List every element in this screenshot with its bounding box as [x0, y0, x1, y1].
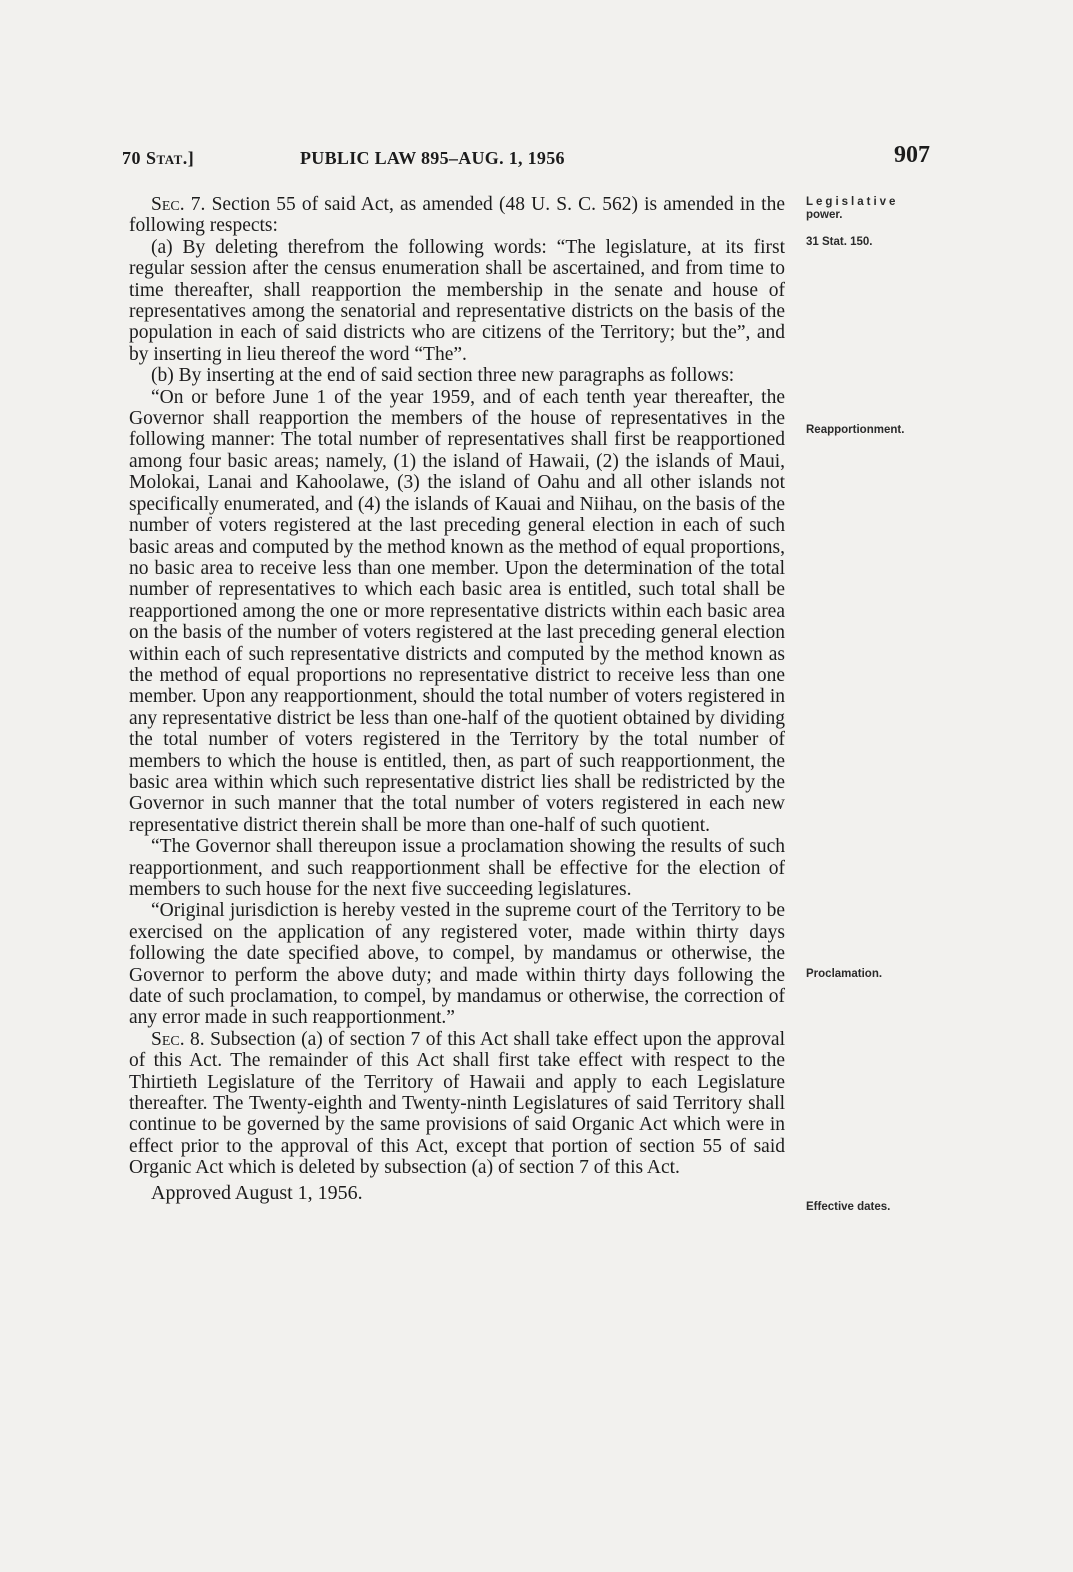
section-7-text: Section 55 of said Act, as amended (48 U. S. C. 562) is amended in the following respects:: [129, 194, 785, 237]
paragraph-b: (b) By inserting at the end of said section three new paragraphs as follows:: [151, 365, 735, 387]
margin-note-legislative-power: [806, 196, 936, 222]
page-number: 907: [894, 142, 930, 168]
paragraph-a: (a) By deleting therefrom the following words: “The legislature, at its first regular session after the census enumeration shall be ascertained, and from time to time thereafter, shall reapportion the membership in the senate and house of representatives among the senatorial and representative districts on the basis of the population in each of said districts who are citizens of the Territory; but the”, and by inserting in lieu thereof the word “The”.: [129, 236, 785, 365]
running-title: PUBLIC LAW 895–AUG. 1, 1956: [300, 148, 565, 168]
margin-note-reapportionment: Reapportionment.: [806, 424, 905, 436]
margin-note-legislative-line1: Legislative: [806, 196, 899, 208]
section-7-label: Sec. 7.: [151, 194, 206, 215]
quoted-paragraph-jurisdiction: “Original jurisdiction is hereby vested in the supreme court of the Territory to be exercised on the application of any registered voter, made within thirty days following the date specified above, to compel, by mandamus or otherwise, the Governor to perform the above duty; and made within thirty days following the date of such proclamation, to compel, by mandamus or otherwise, the correction of any error made in such reapportionment.”: [129, 900, 785, 1029]
quoted-paragraph-proclamation: “The Governor shall thereupon issue a proclamation showing the results of such reapportionment, and such reapportionment shall be effective for the election of members to such house for the next five succeeding legislatures.: [129, 836, 785, 900]
volume-reference: 70 Stat.]: [122, 148, 195, 168]
quoted-paragraph-reapportionment: “On or before June 1 of the year 1959, and of each tenth year thereafter, the Governor shall reapportion the members of the house of representatives in the following manner: The total number of representatives shall first be reapportioned among four basic areas; namely, (1) the island of Hawaii, (2) the islands of Maui, Molokai, Lanai and Kahoolawe, (3) the island of Oahu and all other islands not specifically enumerated, and (4) the islands of Kauai and Niihau, on the basis of the number of voters registered at the last preceding general election in each of such basic areas and computed by the method known as the method of equal proportions, no basic area to receive less than one member. Upon the determination of the total number of representatives to which each basic area is entitled, such total shall be reapportioned among the one or more representative districts within each basic area on the basis of the number of voters registered at the last preceding general election within each of such representative districts and computed by the method known as the method of equal proportions no representative district to receive less than one member. Upon any reapportionment, should the total number of voters registered in any representative district be less than one-half of the quotient obtained by dividing the total number of voters registered in the Territory by the total number of members to which the house is entitled, then, as part of such reapportionment, the basic area within which such representative district lies shall be redistricted by the Governor in such manner that the total number of voters registered in each new representative district therein shall be more than one-half of such quotient.: [129, 386, 785, 836]
section-8-paragraph: [129, 1029, 785, 1179]
margin-note-proclamation: Proclamation.: [806, 968, 883, 980]
body-text: [129, 194, 785, 1204]
margin-note-legislative-line2: power.: [806, 209, 843, 221]
section-8-label: Sec. 8.: [151, 1028, 205, 1050]
margin-note-effective-dates: Effective dates.: [806, 1201, 891, 1213]
page-header: [122, 142, 930, 176]
section-8-text: Subsection (a) of section 7 of this Act shall take effect upon the approval of this Act. The remainder of this Act shall first take effect with respect to the Thirtieth Legislature of the Territory of Hawaii and apply to each Legislature thereafter. The Twenty-eighth and Twenty-ninth Legislatures of said Territory shall continue to be governed by the same provisions of said Organic Act which were in effect prior to the approval of this Act, except that portion of section 55 of said Organic Act which is deleted by subsection (a) of section 7 of this Act.: [129, 1028, 785, 1179]
section-7-paragraph: [129, 194, 785, 237]
approval-line: Approved August 1, 1956.: [151, 1181, 363, 1204]
margin-note-statute-reference: 31 Stat. 150.: [806, 236, 873, 248]
